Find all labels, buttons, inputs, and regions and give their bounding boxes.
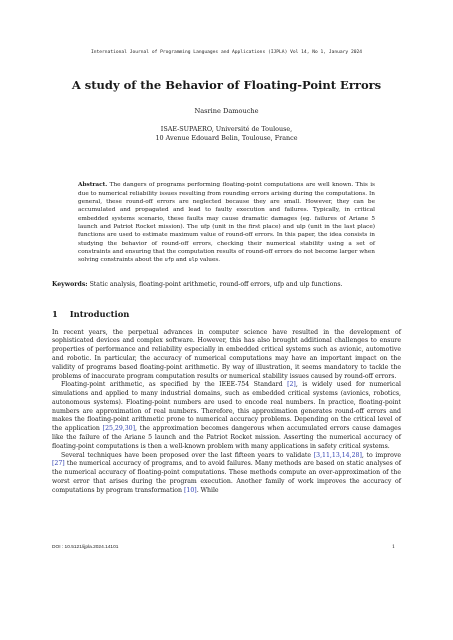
affiliation [52,125,401,144]
citation-link[interactable]: [3,11,13,14,28] [313,451,362,459]
abstract-text-and: and [175,257,187,264]
author-name: Nasrine Damouche [194,106,259,115]
affiliation-line-1: ISAE-SUPAERO, Université de Toulouse, [160,124,293,133]
citation-link[interactable]: [10] [183,486,197,494]
abstract-text-end: values. [199,257,221,264]
keywords-label: Keywords: [52,280,88,288]
page-number: 1 [391,545,395,550]
abstract-label: Abstract. [78,182,108,189]
section-heading-introduction [52,309,401,319]
intro-paragraph-2 [52,381,401,451]
introduction-body [52,329,401,496]
citation-link[interactable]: [25,29,30] [102,425,136,433]
citation-link[interactable]: [27] [52,460,65,468]
intro-p3-text-d: . While [196,486,219,494]
keywords-text: Static analysis, floating-point arithmetic, round-off errors, ufp and ulp functions. [89,280,343,288]
section-number: 1 [52,308,58,319]
abstract-code-ufp: ufp [164,257,175,264]
intro-p2-text-b: , is widely used for numerical simulations and applied to many industrial domains, such as embedded critical systems (avionics, robotics, autonomous systems). Floating-point numbers are used to encode real numbers. In practice, floating-point numbers are approximation of real numbers. Therefore, this approximation generates round-off errors and makes the floating-point arithmetic prone to numerical accuracy problems. Depending on the critical level of the application [52,381,402,433]
intro-paragraph-3 [52,452,401,496]
abstract-code-ulp: ulp [188,257,198,264]
intro-p3-text-c: the numerical accuracy of programs, and to avoid failures. Many methods are based on static analyses of the numerical accuracy of floating-point computations. These methods compute an over-approximation of the worst error that arises during the program execution. Another family of work improves the accuracy of computations by program transformation [52,460,401,494]
doi-text: DOI : 10.5121/ijpla.2024.14101 [52,545,119,550]
abstract [78,181,375,264]
intro-p3-text-b: , to improve [361,451,402,459]
intro-paragraph-1: In recent years, the perpetual advances in computer science have resulted in the development of sophisticated devices and complex software. However, this has also brought additional challenges to ensure properties of performance and reliability especially in embedded critical systems such as avionic, automotive and robotic. In particular, the accuracy of numerical computations may have an important impact on the validity of programs based floating-point arithmetic. By way of illustration, it seems mandatory to tackle the problems of inaccurate program computation results or numerical stability issues caused by round-off errors. [52,328,401,380]
keywords [52,281,401,290]
section-title: Introduction [69,308,130,319]
citation-link[interactable]: [2] [287,381,296,389]
paper-title: A study of the Behavior of Floating-Point Errors [71,78,382,92]
abstract-text: The dangers of programs performing floating-point computations are well known. This is due to numerical reliability issues resulting from rounding errors arising during the computations. In general, these round-off errors are neglected because they are small. However, they can be accumulated and propagated and lead to faulty execution and failures. Typically, in critical embedded systems scenario, these faults may cause dramatic damages (eg. failures of Ariane 5 launch and Patriot Rocket mission). The ufp (unit in the first place) and ulp (unit in the last place) functions are used to estimate maximum value of round-off errors. In this paper, the idea consists in studying the behavior of round-off errors, checking their numerical stability using a set of constraints and ensuring that the computation results of round-off errors do not become larger when solving constraints about the [78,182,375,264]
page-footer [52,545,395,550]
intro-p2-text-c: , the approximation becomes dangerous when accumulated errors cause damages like the failure of the Ariane 5 launch and the Patriot Rocket mission. Asserting the numerical accuracy of floating-point computations is then a well-known problem with many applications in safety critical systems. [52,425,402,450]
intro-p3-text-a: Several techniques have been proposed over the last fifteen years to validate [61,451,312,459]
intro-p2-text-a: Floating-point arithmetic, as specified by the IEEE-754 Standard [61,381,283,389]
affiliation-line-2: 10 Avenue Edouard Belin, Toulouse, France [155,134,298,143]
journal-header: International Journal of Programming Languages and Applications (IJPLA) Vol 14, No 1, January 2024 [90,50,363,55]
